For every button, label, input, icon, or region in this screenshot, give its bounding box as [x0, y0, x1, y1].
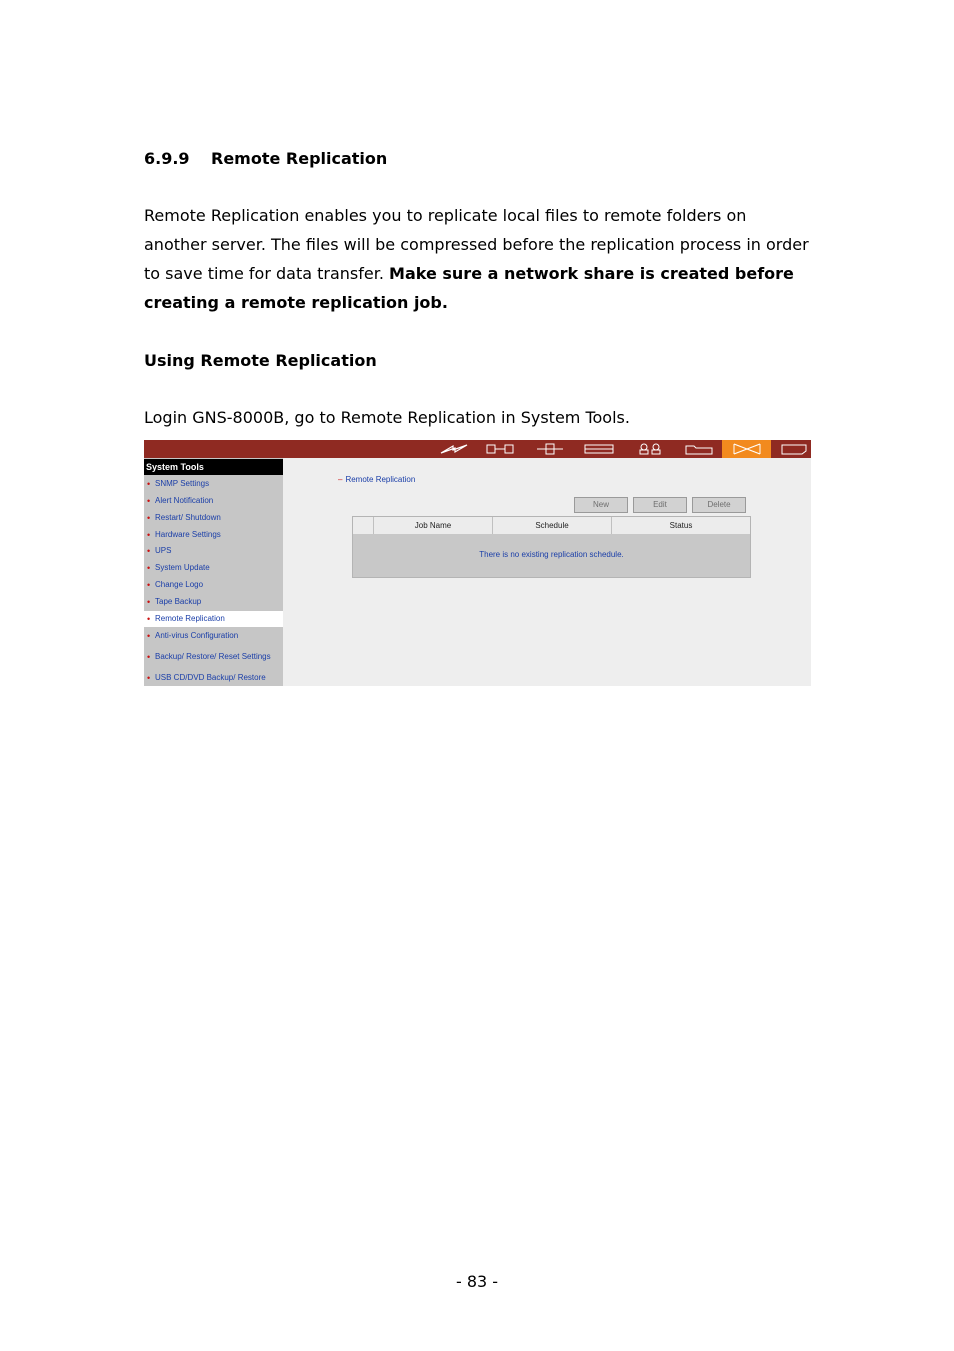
breadcrumb — [338, 475, 415, 484]
sidebar-item-system-update[interactable]: • System Update — [144, 560, 283, 576]
users-icon[interactable] — [630, 440, 670, 458]
sidebar-item-usb-cd-dvd-backup[interactable]: • USB CD/DVD Backup/ Restore — [144, 670, 283, 686]
sidebar-title: System Tools — [144, 459, 283, 475]
column-header-select — [353, 517, 374, 534]
sidebar-item-antivirus-configuration[interactable]: • Anti-virus Configuration — [144, 628, 283, 644]
login-instruction: Login GNS-8000B, go to Remote Replication in System Tools. — [144, 408, 630, 427]
intro-paragraph — [144, 201, 814, 317]
sidebar-item-change-logo[interactable]: • Change Logo — [144, 577, 283, 593]
delete-button[interactable]: Delete — [692, 497, 746, 513]
section-number: 6.9.9 — [144, 149, 190, 168]
folder-icon[interactable] — [679, 440, 719, 458]
sidebar-item-hardware-settings[interactable]: • Hardware Settings — [144, 527, 283, 543]
sidebar-item-ups[interactable]: • UPS — [144, 543, 283, 559]
section-heading — [144, 149, 387, 168]
lightning-icon[interactable] — [434, 440, 474, 458]
edit-button[interactable]: Edit — [633, 497, 687, 513]
sidebar-item-restart-shutdown[interactable]: • Restart/ Shutdown — [144, 510, 283, 526]
new-button[interactable]: New — [574, 497, 628, 513]
system-tools-icon[interactable] — [722, 440, 771, 458]
section-title: Remote Replication — [211, 149, 388, 168]
column-header-job-name[interactable]: Job Name — [374, 517, 493, 534]
sidebar-item-backup-restore-reset[interactable]: • Backup/ Restore/ Reset Settings — [144, 644, 283, 669]
sidebar-item-alert-notification[interactable]: • Alert Notification — [144, 493, 283, 509]
intro-bold-note: Make sure a network share is created before creating a remote replication job. — [144, 264, 794, 312]
sidebar — [144, 458, 283, 686]
breadcrumb-dash-icon: – — [338, 475, 343, 484]
intro-text: Remote Replication enables you to replicate local files to remote folders on another server. The files will be compressed before the replication process in order to save time for data transfer. — [144, 206, 809, 283]
subheading: Using Remote Replication — [144, 351, 377, 370]
plus-tool-icon[interactable] — [530, 440, 570, 458]
replication-job-table — [352, 516, 751, 578]
drive-icon[interactable] — [579, 440, 619, 458]
breadcrumb-label: Remote Replication — [345, 475, 416, 484]
column-header-schedule[interactable]: Schedule — [493, 517, 612, 534]
top-toolbar — [144, 440, 811, 458]
sidebar-item-snmp-settings[interactable]: • SNMP Settings — [144, 476, 283, 492]
network-icon[interactable] — [480, 440, 520, 458]
ui-screenshot — [144, 440, 811, 686]
page-number: - 83 - — [455, 1272, 499, 1291]
column-header-status[interactable]: Status — [612, 517, 750, 534]
empty-table-message: There is no existing replication schedule. — [479, 550, 624, 559]
sidebar-item-remote-replication[interactable]: • Remote Replication — [144, 611, 283, 627]
sidebar-item-tape-backup[interactable]: • Tape Backup — [144, 594, 283, 610]
note-icon[interactable] — [776, 440, 811, 458]
